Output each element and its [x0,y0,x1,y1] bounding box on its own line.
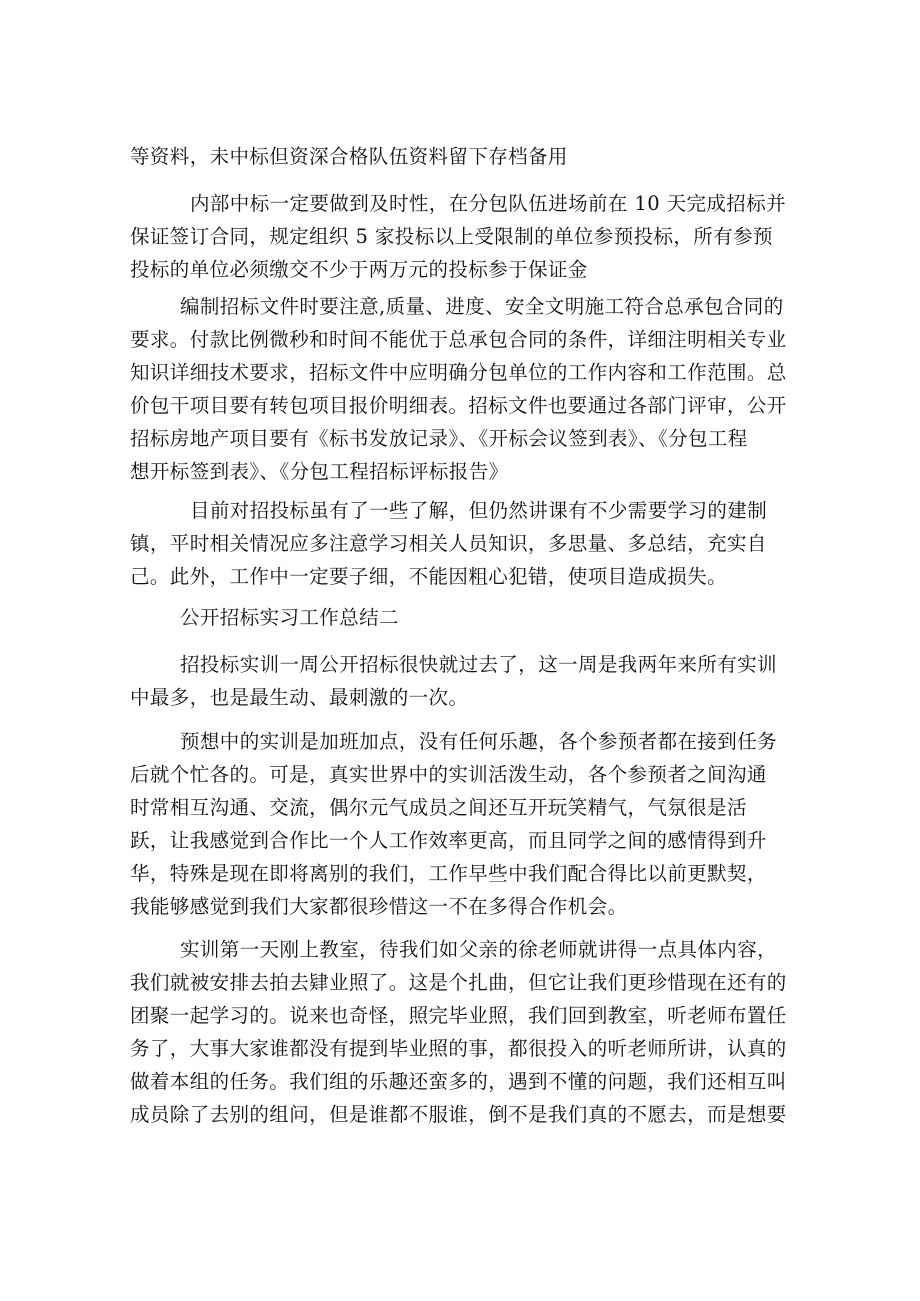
text-line: 实训第一天刚上教室，待我们如父亲的徐老师就讲得一点具体内容， [180,938,778,961]
text-line: 我能够感觉到我们大家都很珍惜这一不在多得合作机会。 [130,895,628,918]
text-line: 成员除了去别的组问，但是谁都不服谁，倒不是我们真的不愿去，而是想要 [130,1103,787,1126]
text-line: 团聚一起学习的。说来也奇怪，照完毕业照，我们回到教室，听老师布置任 [130,1004,787,1027]
text-line: 目前对招投标虽有了一些了解，但仍然讲课有不少需要学习的建制 [190,499,768,522]
text-line: 做着本组的任务。我们组的乐趣还蛮多的，遇到不懂的问题，我们还相互叫 [130,1070,787,1093]
text-line: 我们就被安排去拍去肄业照了。这是个扎曲，但它让我们更珍惜现在还有的 [130,971,787,994]
text-line: 务了，大事大家谁都没有提到毕业照的事，都很投入的听老师所讲，认真的 [130,1037,787,1060]
text-line: 保证签订合同，规定组织 5 家投标以上受限制的单位参预投标，所有参预 [130,225,773,248]
text-line: 价包干项目要有转包项目报价明细表。招标文件也要通过各部门评审，公开 [130,394,787,417]
text-line: 等资料，未中标但资深合格队伍资料留下存档备用 [130,145,568,168]
text-line: 招标房地产项目要有《标书发放记录》、《开标会议签到表》、《分包工程 [130,427,748,450]
text-line: 中最多，也是最生动、最刺激的一次。 [130,686,469,709]
text-line: 己。此外，工作中一定要子细，不能因粗心犯错，使项目造成损失。 [130,565,728,588]
text-line: 招投标实训一周公开招标很快就过去了，这一周是我两年来所有实训 [180,653,778,676]
text-line: 想开标签到表》、《分包工程招标评标报告》 [130,460,509,483]
text-line: 时常相互沟通、交流，偶尔元气成员之间还互开玩笑精气，气氛很是活 [130,796,747,819]
text-line: 跃，让我感觉到合作比一个人工作效率更高，而且同学之间的感情得到升 [130,829,767,852]
section-heading: 公开招标实习工作总结二 [180,606,399,629]
text-line: 内部中标一定要做到及时性，在分包队伍进场前在 10 天完成招标并 [190,192,787,215]
text-line: 后就个忙各的。可是，真实世界中的实训活泼生动，各个参预者之间沟通 [130,763,767,786]
text-line: 华，特殊是现在即将离别的我们，工作早些中我们配合得比以前更默契， [130,862,767,885]
text-line: 投标的单位必须缴交不少于两万元的投标参于保证金 [130,258,588,281]
text-line: 要求。付款比例微秒和时间不能优于总承包合同的条件，详细注明相关专业 [130,328,787,351]
text-line: 知识详细技术要求，招标文件中应明确分包单位的工作内容和工作范围。总 [130,361,787,384]
text-line: 镇，平时相关情况应多注意学习相关人员知识，多思量、多总结，充实自 [130,532,767,555]
text-line: 预想中的实训是加班加点，没有任何乐趣，各个参预者都在接到任务 [180,730,778,753]
text-line: 编制招标文件时要注意,质量、进度、安全文明施工符合总承包合同的 [180,295,784,318]
